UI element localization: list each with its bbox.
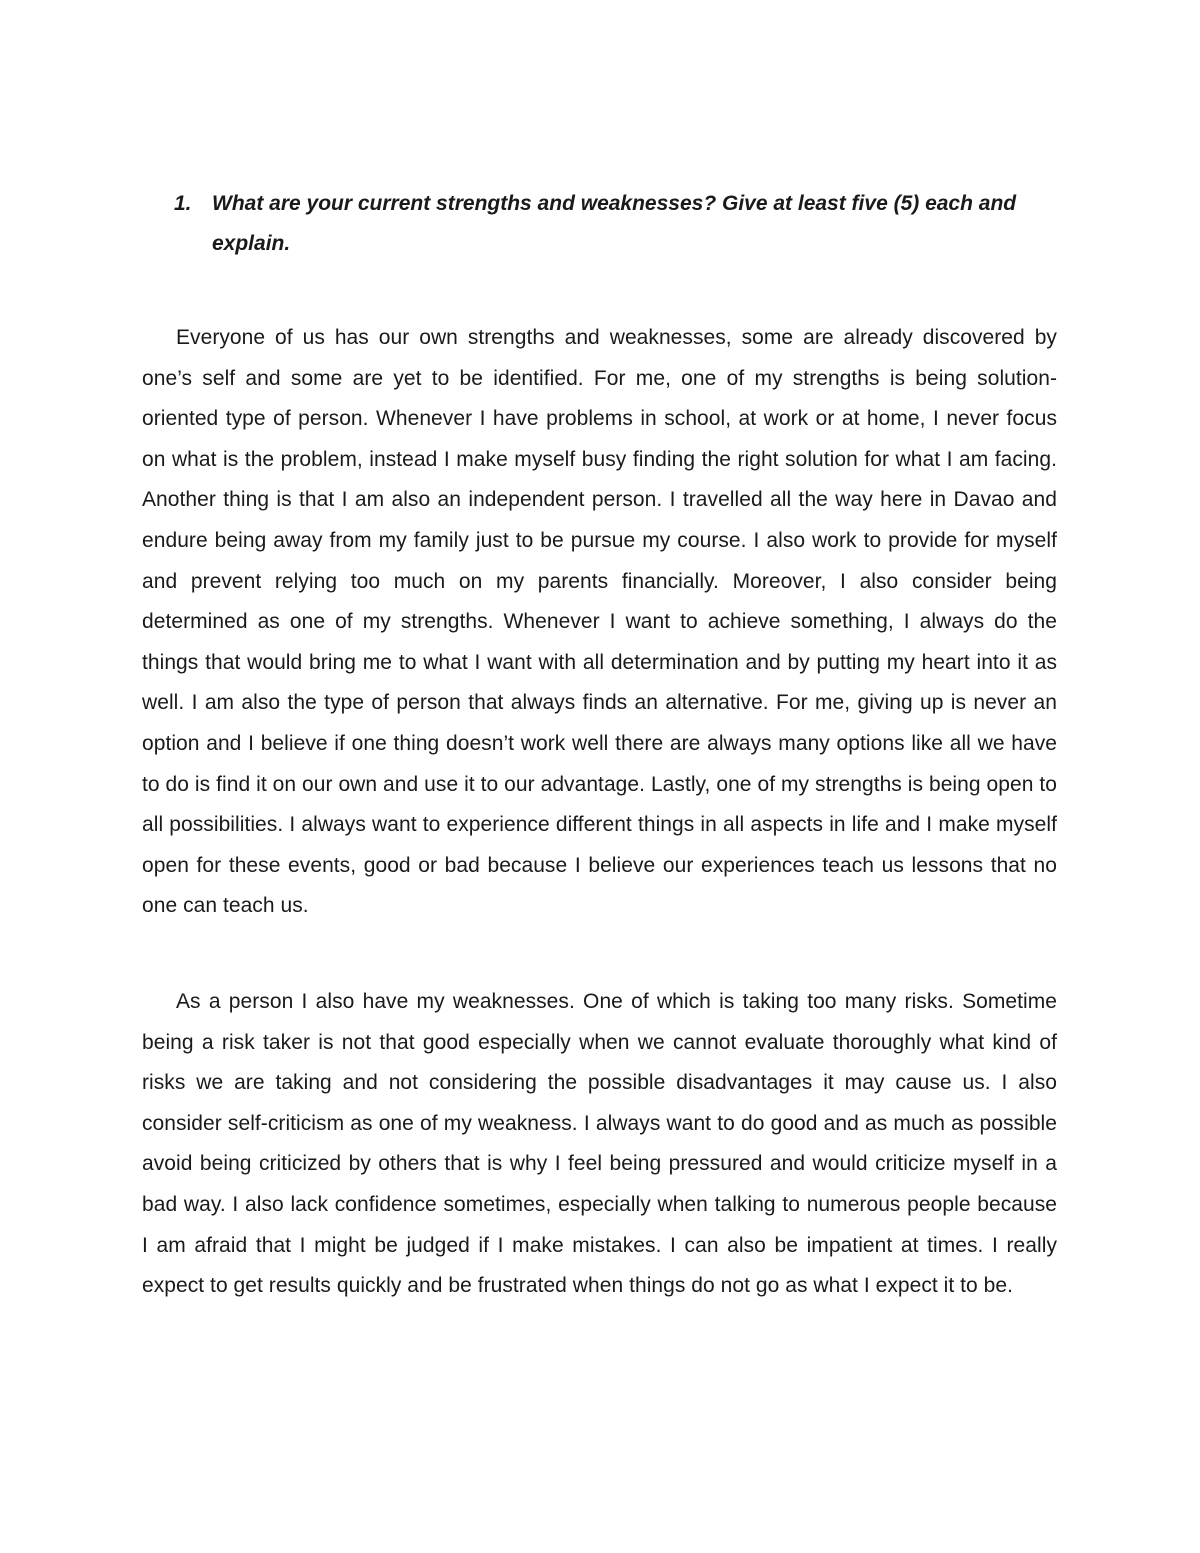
question-heading: [174, 184, 1054, 264]
paragraph-strengths: Everyone of us has our own strengths and weaknesses, some are already discovered by one’s self and some are yet to be identified. For me, one of my strengths is being solution-oriented type of person. Whenever I have problems in school, at work or at home, I never focus on what is the problem, instead I make myself busy finding the right solution for what I am facing. Another thing is that I am also an independent person. I travelled all the way here in Davao and endure being away from my family just to be pursue my course. I also work to provide for myself and prevent relying too much on my parents financially. Moreover, I also consider being determined as one of my strengths. Whenever I want to achieve something, I always do the things that would bring me to what I want with all determination and by putting my heart into it as well. I am also the type of person that always finds an alternative. For me, giving up is never an option and I believe if one thing doesn’t work well there are always many options like all we have to do is find it on our own and use it to our advantage. Lastly, one of my strengths is being open to all possibilities. I always want to experience different things in all aspects in life and I make myself open for these events, good or bad because I believe our experiences teach us lessons that no one can teach us.: [142, 326, 1057, 918]
paragraph-weaknesses: As a person I also have my weaknesses. One of which is taking too many risks. Sometime being a risk taker is not that good especially when we cannot evaluate thoroughly what kind of risks we are taking and not considering the possible disadvantages it may cause us. I also consider self-criticism as one of my weakness. I always want to do good and as much as possible avoid being criticized by others that is why I feel being pressured and would criticize myself in a bad way. I also lack confidence sometimes, especially when talking to numerous people because I am afraid that I might be judged if I make mistakes. I can also be impatient at times. I really expect to get results quickly and be frustrated when things do not go as what I expect it to be.: [142, 990, 1057, 1298]
question-number: 1.: [174, 192, 192, 215]
question-text: What are your current strengths and weaknesses? Give at least five (5) each and explain.: [212, 192, 1017, 255]
